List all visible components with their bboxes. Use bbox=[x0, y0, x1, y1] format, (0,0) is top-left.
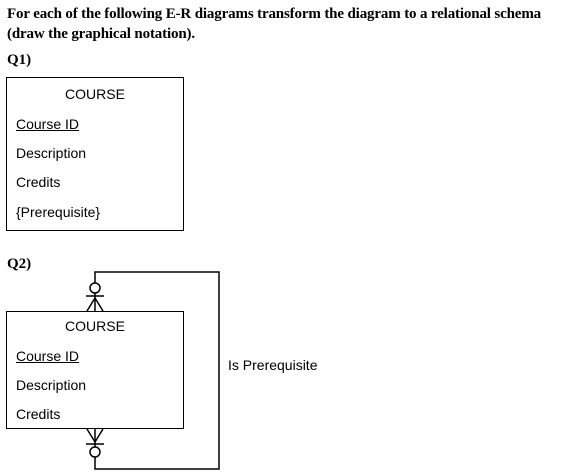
q1-attribute-prerequisite: {Prerequisite} bbox=[16, 204, 101, 220]
q2-attribute-description: Description bbox=[16, 377, 87, 393]
q2-course-entity bbox=[6, 311, 184, 429]
relationship-label: Is Prerequisite bbox=[228, 357, 318, 373]
q2-entity-name: COURSE bbox=[65, 318, 125, 334]
q2-attribute-course-id: Course ID bbox=[16, 348, 80, 364]
q2-attribute-credits: Credits bbox=[16, 406, 61, 422]
q1-entity-name: COURSE bbox=[65, 86, 125, 102]
q1-label: Q1) bbox=[7, 52, 32, 68]
instructions-line-2: (draw the graphical notation). bbox=[7, 26, 195, 42]
q1-attribute-credits: Credits bbox=[16, 174, 61, 190]
q1-attribute-description: Description bbox=[16, 145, 87, 161]
q2-label: Q2) bbox=[7, 256, 32, 272]
instructions-line-1: For each of the following E-R diagrams transform the diagram to a relational schema bbox=[7, 6, 542, 22]
q1-attribute-course-id: Course ID bbox=[16, 116, 80, 132]
